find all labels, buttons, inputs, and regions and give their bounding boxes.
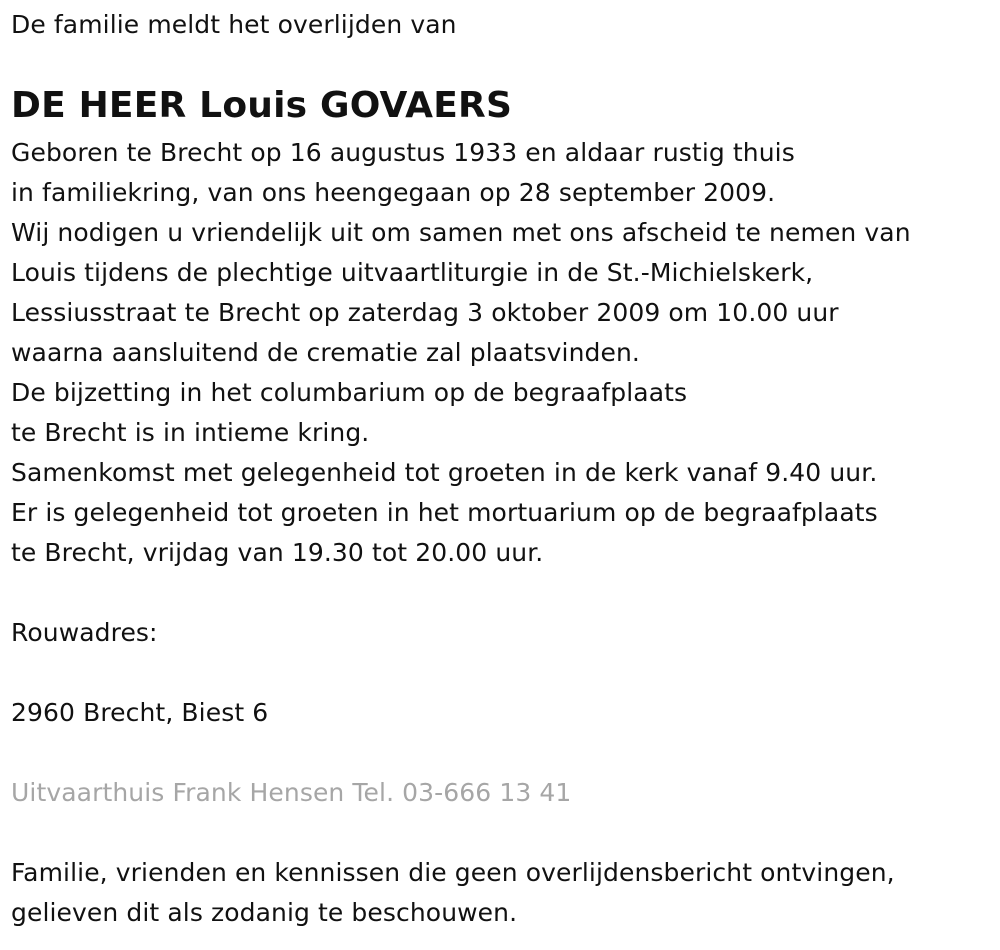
body-line: in familiekring, van ons heengegaan op 28 september 2009. (11, 178, 776, 207)
body-line: Geboren te Brecht op 16 augustus 1933 en aldaar rustig thuis (11, 138, 795, 167)
notice-body (11, 133, 911, 573)
body-line: Wij nodigen u vriendelijk uit om samen met ons afscheid te nemen van (11, 218, 911, 247)
intro-text: De familie meldt het overlijden van (11, 10, 457, 39)
closing-line: Familie, vrienden en kennissen die geen overlijdensbericht ontvingen, (11, 858, 895, 887)
body-line: Louis tijdens de plechtige uitvaartliturgie in de St.-Michielskerk, (11, 258, 814, 287)
closing-note (11, 853, 895, 933)
funeral-home-contact: Uitvaarthuis Frank Hensen Tel. 03-666 13 41 (11, 778, 572, 807)
body-line: Samenkomst met gelegenheid tot groeten in de kerk vanaf 9.40 uur. (11, 458, 878, 487)
deceased-name: DE HEER Louis GOVAERS (11, 85, 513, 126)
body-line: Er is gelegenheid tot groeten in het mortuarium op de begraafplaats (11, 498, 878, 527)
closing-line: gelieven dit als zodanig te beschouwen. (11, 898, 518, 927)
body-line: De bijzetting in het columbarium op de begraafplaats (11, 378, 688, 407)
mourning-address: 2960 Brecht, Biest 6 (11, 698, 269, 727)
body-line: waarna aansluitend de crematie zal plaatsvinden. (11, 338, 640, 367)
mourning-address-label: Rouwadres: (11, 618, 158, 647)
body-line: te Brecht is in intieme kring. (11, 418, 370, 447)
body-line: te Brecht, vrijdag van 19.30 tot 20.00 uur. (11, 538, 544, 567)
body-line: Lessiusstraat te Brecht op zaterdag 3 oktober 2009 om 10.00 uur (11, 298, 839, 327)
